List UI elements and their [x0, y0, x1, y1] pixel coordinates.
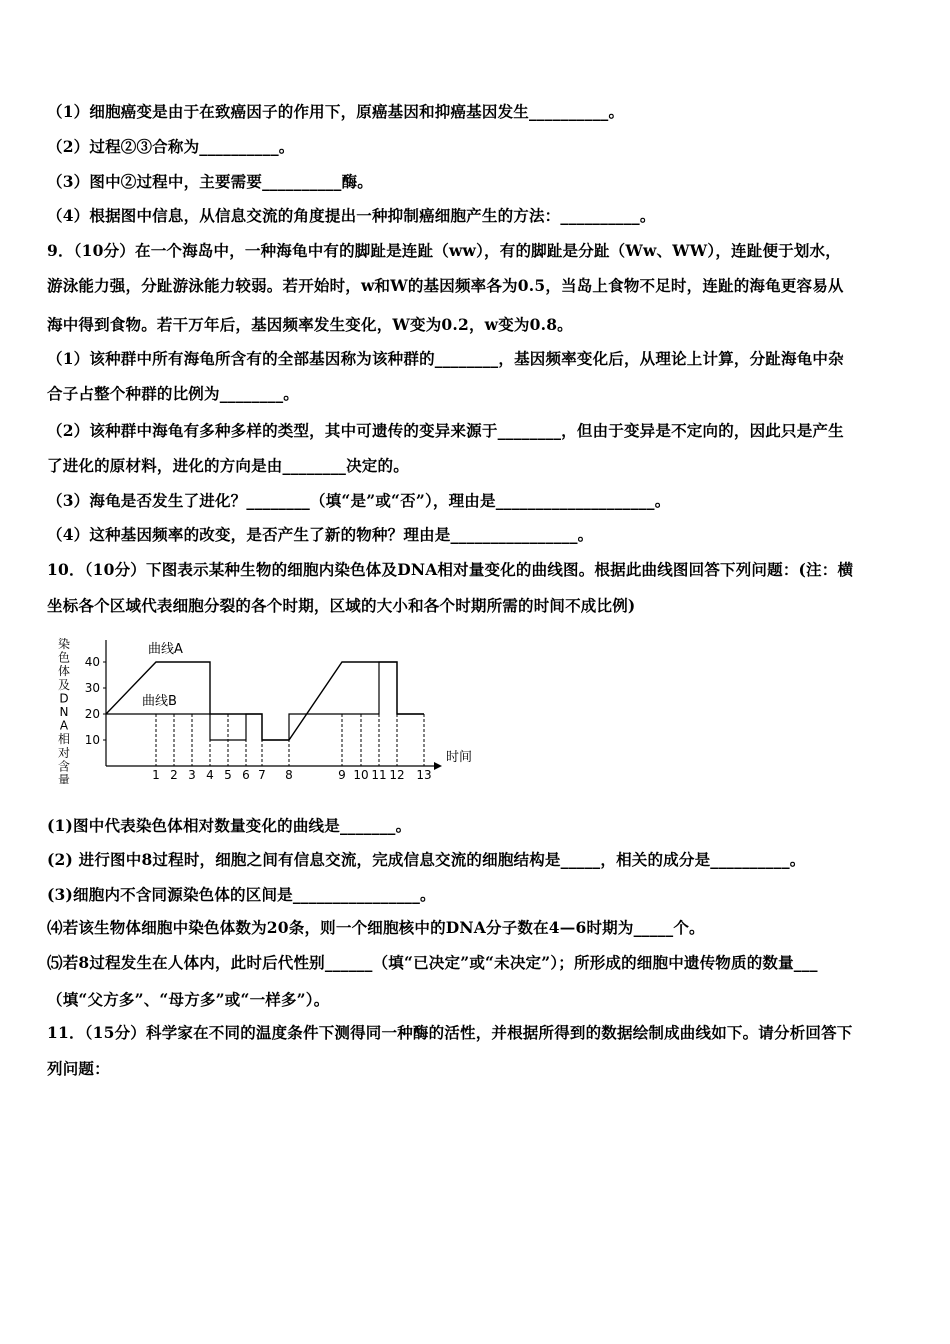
question-10-sub4: ⑷若该生物体细胞中染色体数为20条，则一个细胞核中的DNA分子数在4—6时期为_____个。 [47, 918, 705, 937]
y-tick-label: 40 [84, 655, 100, 669]
question-10-sub2: (2) 进行图中8过程时，细胞之间有信息交流，完成信息交流的细胞结构是_____，相关的成分是__________。 [47, 850, 806, 869]
x-tick-label: 13 [416, 768, 432, 782]
question-8-sub2: （2）过程②③合称为__________。 [47, 137, 295, 156]
question-9-stem-line1: 9．（10分）在一个海岛中，一种海龟中有的脚趾是连趾（ww），有的脚趾是分趾（Ww、WW），连趾便于划水， [47, 241, 841, 260]
question-9-sub1-line2: 合子占整个种群的比例为________。 [47, 384, 300, 403]
question-11-stem-line2: 列问题： [47, 1059, 110, 1078]
question-10-sub5-line2: （填“父方多”、“母方多”或“一样多”）。 [47, 990, 330, 1009]
question-11-stem-line1: 11．（15分）科学家在不同的温度条件下测得同一种酶的活性，并根据所得到的数据绘制成曲线如下。请分析回答下 [47, 1023, 853, 1042]
x-tick-label: 7 [258, 768, 266, 782]
x-tick-label: 2 [170, 768, 178, 782]
y-axis-title-glyph: 体 [57, 664, 71, 679]
question-10-stem-line1: 10．（10分）下图表示某种生物的细胞内染色体及DNA相对量变化的曲线图。根据此曲线图回答下列问题：(注：横 [47, 560, 854, 579]
question-9-sub1-line1: （1）该种群中所有海龟所含有的全部基因称为该种群的________，基因频率变化后，从理论上计算，分趾海龟中杂 [47, 349, 844, 368]
question-9-sub2-line1: （2）该种群中海龟有多种多样的类型，其中可遗传的变异来源于________，但由于变异是不定向的，因此只是产生 [47, 421, 844, 440]
x-tick-label: 1 [152, 768, 160, 782]
chart-y-axis-title [58, 636, 70, 784]
x-tick-label: 9 [338, 768, 346, 782]
question-9-stem-line2: 游泳能力强，分趾游泳能力较弱。若开始时，w和W的基因频率各为0.5，当岛上食物不足时，连趾的海龟更容易从 [47, 276, 844, 295]
x-tick-label: 4 [206, 768, 214, 782]
chromosome-dna-chart [50, 634, 480, 784]
y-tick-label: 20 [84, 707, 100, 721]
y-axis-title-glyph: D [59, 691, 69, 706]
question-10-sub3: (3)细胞内不含同源染色体的区间是________________。 [47, 885, 436, 904]
curve-a-label: 曲线A [148, 642, 183, 657]
x-tick-label: 11 [371, 768, 387, 782]
y-axis-title-text [58, 636, 70, 784]
y-tick-label: 30 [84, 681, 100, 695]
y-tick-label: 10 [84, 733, 100, 747]
chart-x-axis-title: 时间 [446, 750, 473, 765]
y-axis-title-glyph: 对 [57, 745, 71, 760]
question-8-sub4: （4）根据图中信息，从信息交流的角度提出一种抑制癌细胞产生的方法：__________。 [47, 206, 656, 225]
y-axis-title-glyph: N [59, 705, 69, 719]
y-axis-title-glyph: 量 [57, 773, 71, 784]
x-tick-label: 5 [224, 768, 232, 782]
x-tick-label: 8 [285, 768, 293, 782]
y-axis-title-glyph: 相 [57, 732, 71, 747]
x-tick-label: 3 [188, 768, 196, 782]
x-tick-label: 12 [389, 768, 405, 782]
question-10-sub1: (1)图中代表染色体相对数量变化的曲线是_______。 [47, 816, 412, 835]
question-8-sub1: （1）细胞癌变是由于在致癌因子的作用下，原癌基因和抑癌基因发生__________。 [47, 102, 625, 121]
question-9-sub2-line2: 了进化的原材料，进化的方向是由________决定的。 [47, 456, 409, 475]
x-tick-label: 6 [242, 768, 250, 782]
question-8-sub3: （3）图中②过程中，主要需要__________酶。 [47, 172, 373, 191]
question-9-sub3: （3）海龟是否发生了进化？________（填“是”或“否”），理由是____________________。 [47, 491, 671, 510]
question-9-stem-line3: 海中得到食物。若干万年后，基因频率发生变化，W变为0.2，w变为0.8。 [47, 315, 573, 334]
x-tick-label: 10 [353, 768, 369, 782]
y-axis-title-glyph: A [59, 718, 69, 733]
y-axis-title-glyph: 含 [57, 759, 71, 774]
y-axis-title-glyph: 及 [57, 677, 71, 692]
question-10-sub5-line1: ⑸若8过程发生在人体内，此时后代性别______（填“已决定”或“未决定”）；所形成的细胞中遗传物质的数量___ [47, 953, 818, 972]
question-10-stem-line2: 坐标各个区域代表细胞分裂的各个时期，区域的大小和各个时期所需的时间不成比例) [47, 596, 636, 615]
x-axis-arrow [434, 762, 442, 770]
chart-svg [50, 634, 480, 784]
curve-b-label: 曲线B [142, 694, 177, 709]
y-axis-title-glyph: 色 [57, 650, 71, 665]
y-axis-title-glyph: 染 [57, 637, 71, 651]
question-9-sub4: （4）这种基因频率的改变，是否产生了新的物种？理由是________________。 [47, 525, 594, 544]
